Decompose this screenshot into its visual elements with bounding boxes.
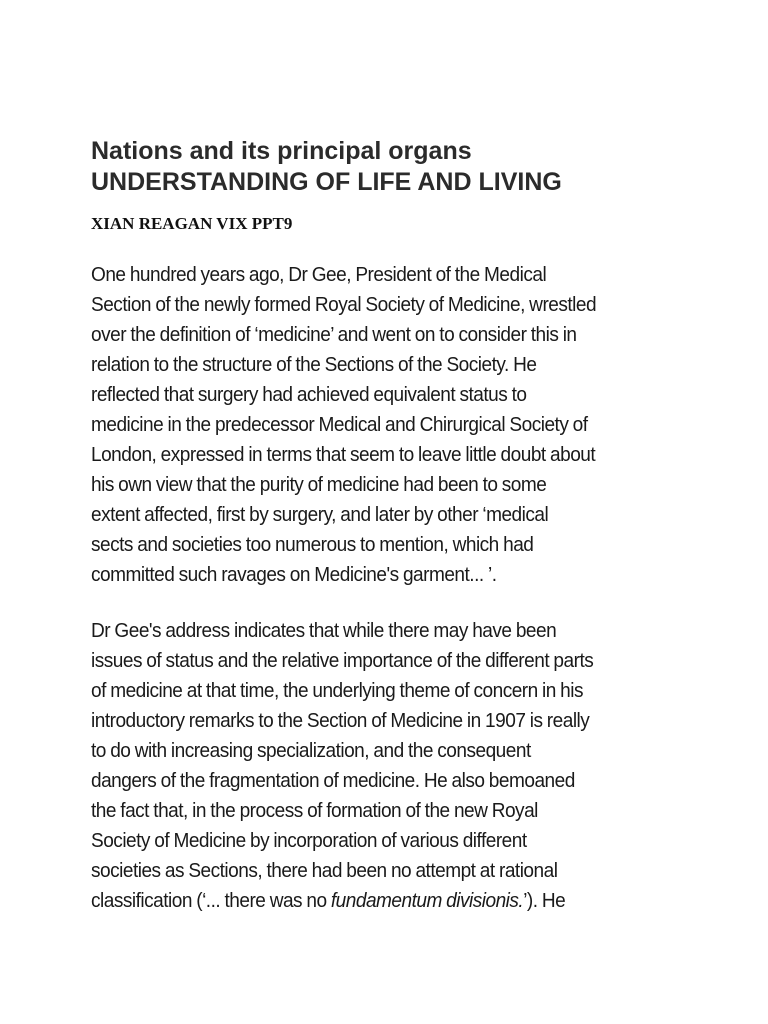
text-line: Dr Gee's address indicates that while there may have been [91,619,557,642]
body-paragraph [91,260,691,590]
text-line: societies as Sections, there had been no attempt at rational [91,859,558,882]
text-line: One hundred years ago, Dr Gee, President of the Medical [91,263,547,286]
subtitle-line: UNDERSTANDING OF LIFE AND LIVING [91,168,562,196]
text-line: London, expressed in terms that seem to leave little doubt about [91,443,596,466]
text-line: introductory remarks to the Section of Medicine in 1907 is really [91,709,590,732]
text-line: to do with increasing specialization, and the consequent [91,739,531,762]
text-line: his own view that the purity of medicine had been to some [91,473,547,496]
text-line: over the definition of ‘medicine’ and went on to consider this in [91,323,577,346]
text-fragment: classification (‘... there was no [91,889,331,912]
body-paragraph [91,616,691,916]
text-line: extent affected, first by surgery, and later by other ‘medical [91,503,549,526]
document-page [91,136,691,916]
text-line: Society of Medicine by incorporation of various different [91,829,527,852]
text-line: Section of the newly formed Royal Society of Medicine, wrestled [91,293,597,316]
text-line: committed such ravages on Medicine's garment... ’. [91,563,497,586]
text-line: of medicine at that time, the underlying theme of concern in his [91,679,584,702]
document-title [91,136,691,198]
text-line: issues of status and the relative importance of the different parts [91,649,594,672]
italic-latin-phrase: fundamentum divisionis. [330,889,524,912]
text-line: medicine in the predecessor Medical and Chirurgical Society of [91,413,588,436]
text-line: sects and societies too numerous to mention, which had [91,533,534,556]
text-line: reflected that surgery had achieved equivalent status to [91,383,527,406]
text-line-with-italic [91,886,691,916]
title-line: Nations and its principal organs [91,137,472,165]
text-line: dangers of the fragmentation of medicine. He also bemoaned [91,769,575,792]
text-line: relation to the structure of the Sections of the Society. He [91,353,537,376]
author-byline: XIAN REAGAN VIX PPT9 [91,214,293,233]
text-line: the fact that, in the process of formation of the new Royal [91,799,538,822]
text-fragment: ’). He [523,889,566,912]
